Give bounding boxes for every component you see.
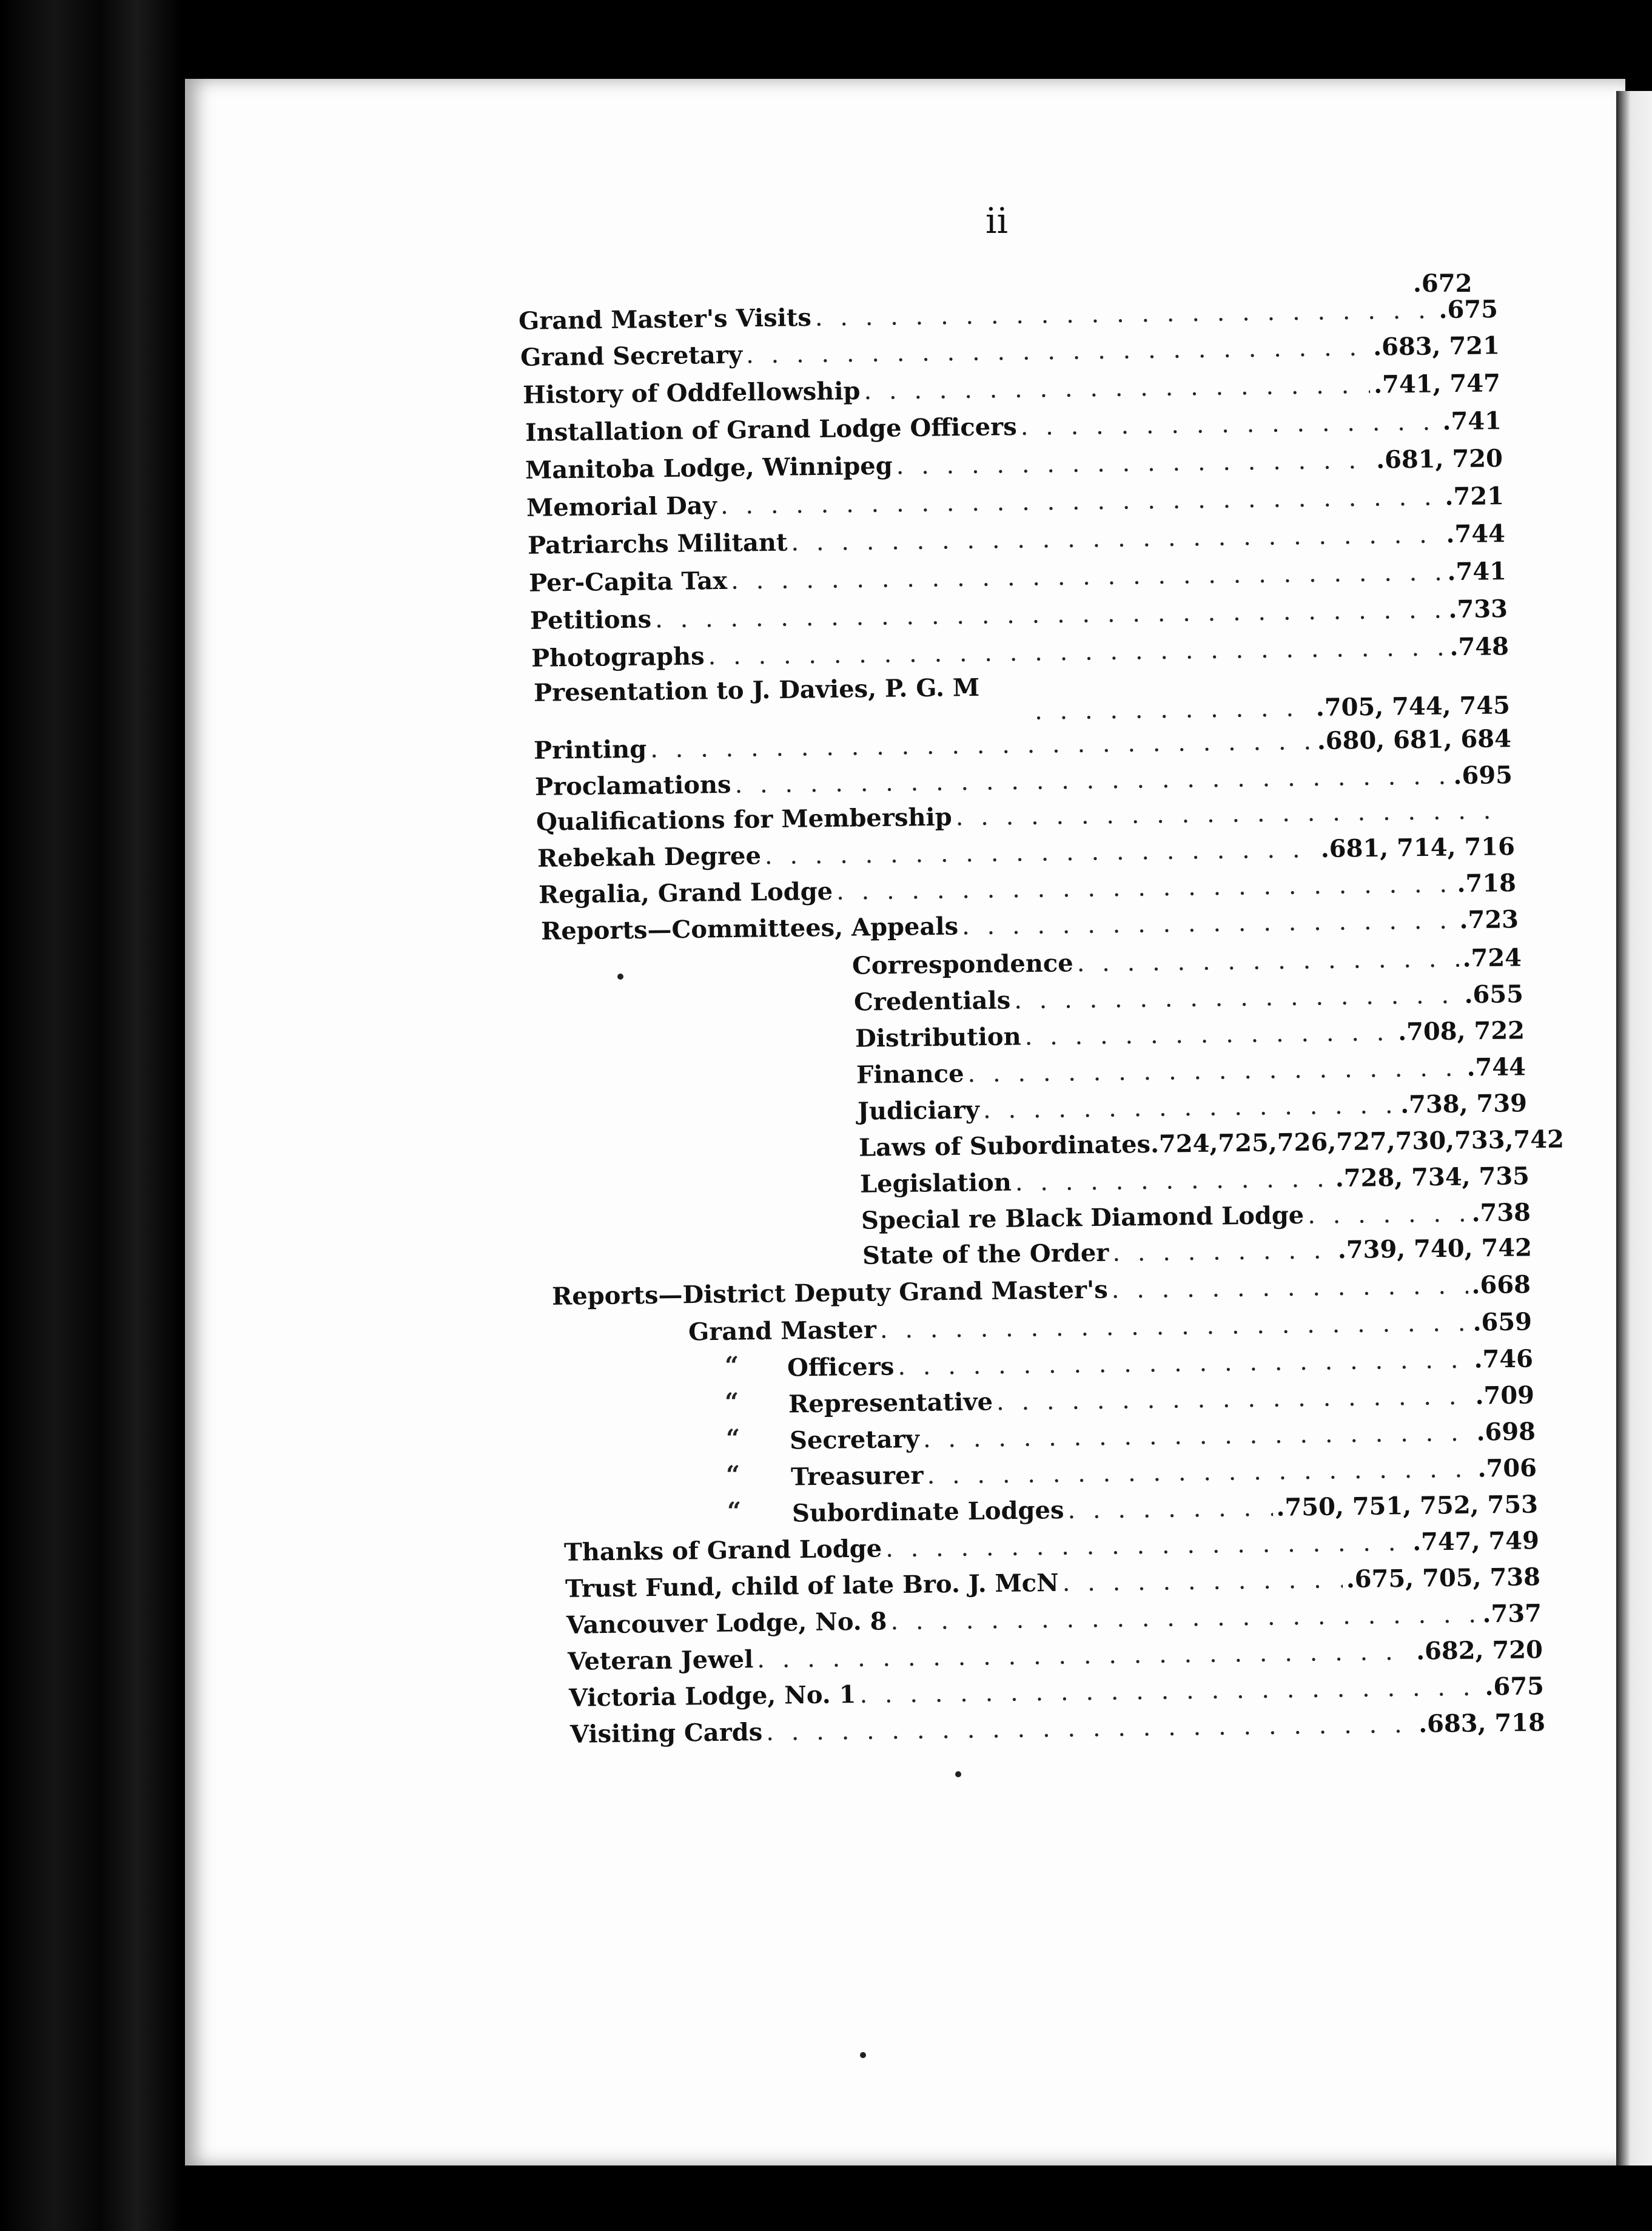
entry-pages: .675, 705, 738 bbox=[1346, 1563, 1541, 1594]
entry-pages: .724 bbox=[1462, 943, 1522, 973]
entry-pages: .738 bbox=[1471, 1198, 1531, 1228]
entry-label: Grand Master bbox=[688, 1315, 877, 1347]
entry-label: Rebekah Degree bbox=[537, 841, 762, 873]
entry-pages: .728, 734, 735 bbox=[1335, 1162, 1530, 1193]
entry-label: State of the Order bbox=[862, 1238, 1109, 1270]
entry-pages: .681, 720 bbox=[1375, 444, 1503, 474]
ditto-mark: “ bbox=[727, 1497, 742, 1526]
entry-label: Secretary bbox=[789, 1424, 920, 1455]
entry-pages: .739, 740, 742 bbox=[1337, 1233, 1533, 1265]
ditto-mark: “ bbox=[725, 1351, 739, 1380]
entry-pages: .672 bbox=[1413, 269, 1472, 298]
ink-speck bbox=[860, 2052, 866, 2058]
entry-label: Grand Secretary bbox=[520, 340, 743, 372]
entry-pages: .709 bbox=[1475, 1381, 1535, 1410]
entry-label: Patriarchs Militant bbox=[527, 528, 788, 560]
entry-pages: .737 bbox=[1482, 1599, 1542, 1629]
entry-pages: .659 bbox=[1472, 1307, 1533, 1337]
entry-label: Judiciary bbox=[857, 1095, 980, 1126]
entry-label: Vancouver Lodge, No. 8 bbox=[566, 1607, 887, 1640]
entry-label: Distribution bbox=[855, 1022, 1021, 1053]
entry-pages: .750, 751, 752, 753 bbox=[1276, 1490, 1539, 1522]
entry-label: Finance bbox=[856, 1059, 964, 1089]
index-entry bbox=[1413, 269, 1498, 298]
ink-speck bbox=[617, 974, 623, 980]
entry-label: Proclamations bbox=[534, 770, 731, 801]
entry-label: Printing bbox=[533, 735, 647, 765]
ditto-mark: “ bbox=[726, 1461, 740, 1489]
entry-label: Thanks of Grand Lodge bbox=[563, 1534, 882, 1567]
entry-pages: .733 bbox=[1448, 594, 1508, 624]
index-entry bbox=[1031, 693, 1510, 724]
ditto-mark: “ bbox=[726, 1424, 740, 1453]
entry-label: Laws of Subordinates.724,725,726,727,730,733,742 bbox=[858, 1125, 1565, 1162]
leader-dots bbox=[1067, 1496, 1273, 1523]
entry-label: Legislation bbox=[859, 1168, 1012, 1199]
entry-label: Per-Capita Tax bbox=[528, 566, 728, 597]
entry-pages: .668 bbox=[1471, 1270, 1531, 1300]
entry-pages: .741 bbox=[1442, 406, 1502, 436]
entry-label: Correspondence bbox=[851, 949, 1073, 980]
entry-pages: .723 bbox=[1459, 905, 1519, 935]
leader-dots bbox=[1076, 947, 1459, 976]
entry-label: Installation of Grand Lodge Officers bbox=[525, 412, 1017, 447]
entry-pages: .655 bbox=[1464, 980, 1524, 1009]
entry-label: Victoria Lodge, No. 1 bbox=[568, 1680, 856, 1712]
entry-label: Officers bbox=[787, 1352, 895, 1382]
entry-label: Trust Fund, child of late Bro. J. McN bbox=[565, 1568, 1059, 1603]
entry-label: Representative bbox=[788, 1387, 993, 1419]
entry-pages: .698 bbox=[1476, 1417, 1536, 1447]
entry-label: Veteran Jewel bbox=[567, 1645, 754, 1676]
entry-pages: .683, 718 bbox=[1418, 1708, 1546, 1738]
adjacent-page-edge bbox=[1616, 91, 1652, 2165]
entry-pages: .746 bbox=[1474, 1344, 1534, 1374]
entry-pages: .741 bbox=[1447, 557, 1507, 587]
entry-label: History of Oddfellowship bbox=[522, 377, 861, 409]
leader-dots bbox=[1024, 1020, 1394, 1049]
entry-label: Manitoba Lodge, Winnipeg bbox=[525, 451, 893, 485]
book-binding bbox=[0, 0, 182, 2231]
entry-pages: .748 bbox=[1449, 632, 1509, 662]
entry-label: Petitions bbox=[529, 605, 652, 635]
entry-pages: .706 bbox=[1477, 1453, 1537, 1483]
entry-pages: .747, 749 bbox=[1412, 1526, 1540, 1556]
entry-pages: .708, 722 bbox=[1397, 1016, 1525, 1046]
entry-label: Special re Black Diamond Lodge bbox=[861, 1200, 1304, 1235]
leader-dots bbox=[1112, 1273, 1468, 1302]
entry-pages: .705, 744, 745 bbox=[1315, 691, 1511, 722]
entry-pages: .738, 739 bbox=[1400, 1089, 1528, 1119]
leader-dots bbox=[1112, 1238, 1334, 1265]
entry-label: Subordinate Lodges bbox=[791, 1496, 1064, 1528]
entry-pages: .695 bbox=[1453, 761, 1513, 790]
entry-label: Photographs bbox=[531, 642, 705, 673]
ditto-mark: “ bbox=[725, 1388, 739, 1416]
entry-pages: .675 bbox=[1485, 1672, 1545, 1701]
page-number: ii bbox=[985, 200, 1009, 241]
entry-label: Qualifications for Membership bbox=[536, 803, 952, 836]
entry-label: Reports—Committees, Appeals bbox=[540, 912, 959, 946]
index-entry bbox=[534, 675, 1019, 705]
ink-speck bbox=[955, 1771, 961, 1777]
entry-pages: .741, 747 bbox=[1373, 369, 1501, 399]
leader-dots bbox=[1015, 1166, 1332, 1194]
entry-label: Visiting Cards bbox=[569, 1717, 763, 1749]
entry-pages: .675 bbox=[1439, 295, 1499, 325]
entry-label: Reports—District Deputy Grand Master's bbox=[551, 1275, 1109, 1311]
leader-dots bbox=[983, 1093, 1397, 1122]
entry-label: Regalia, Grand Lodge bbox=[538, 877, 833, 909]
entry-label: Memorial Day bbox=[526, 491, 717, 522]
entry-pages: .721 bbox=[1445, 482, 1505, 511]
entry-label: Treasurer bbox=[790, 1461, 924, 1492]
leader-dots bbox=[1062, 1567, 1343, 1595]
leader-dots bbox=[1308, 1202, 1468, 1228]
entry-label: Presentation to J. Davies, P. G. M bbox=[533, 673, 980, 707]
entry-pages: .744 bbox=[1446, 519, 1506, 549]
entry-label: Grand Master's Visits bbox=[518, 303, 812, 335]
leader-dots bbox=[1020, 409, 1439, 439]
leader-dots bbox=[1035, 696, 1312, 724]
entry-pages: .680, 681, 684 bbox=[1317, 724, 1512, 756]
entry-label: Credentials bbox=[853, 986, 1011, 1017]
entry-pages: .681, 714, 716 bbox=[1320, 832, 1516, 864]
entry-pages: .683, 721 bbox=[1372, 331, 1500, 362]
entry-pages: .744 bbox=[1466, 1052, 1526, 1082]
entry-pages: .718 bbox=[1457, 869, 1517, 898]
entry-pages: .682, 720 bbox=[1415, 1635, 1543, 1666]
